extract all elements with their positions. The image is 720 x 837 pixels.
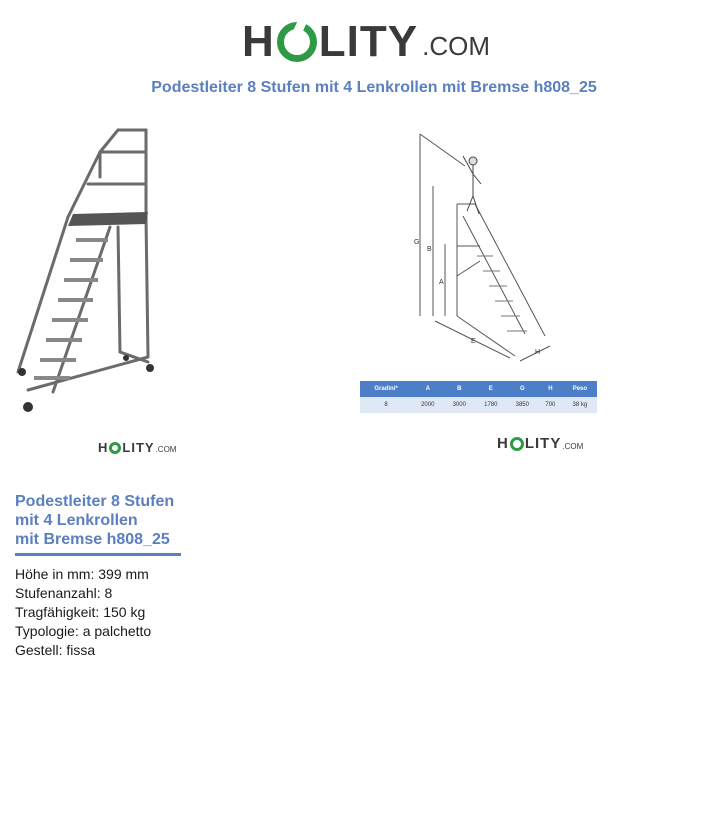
holity-logo[interactable]: [242, 10, 490, 66]
logo-suffix: LITY: [122, 440, 155, 455]
spec-header: A: [412, 381, 444, 397]
spec-cell: 2000: [412, 397, 444, 413]
page-title: Podestleiter 8 Stufen mit 4 Lenkrollen mit Bremse h808_25: [151, 79, 597, 96]
label-b: B: [427, 246, 432, 253]
holity-logo-small[interactable]: [98, 441, 176, 455]
logo-suffix: LITY: [318, 17, 419, 66]
logo-prefix: H: [98, 440, 109, 455]
spec-cell: 3000: [444, 397, 476, 413]
spec-item-steps: Stufenanzahl: 8: [15, 585, 113, 601]
spec-cell: 38 kg: [563, 397, 597, 413]
logo-prefix: H: [242, 17, 275, 66]
logo-com: .COM: [155, 445, 177, 454]
spec-cell: 1780: [475, 397, 507, 413]
product-title-line: Podestleiter 8 Stufen: [15, 493, 175, 510]
ladder-photo: [8, 122, 188, 422]
spec-list: [15, 565, 151, 660]
spec-header: Peso: [563, 381, 597, 397]
product-title: [15, 492, 181, 556]
ladder-diagram: [405, 126, 575, 371]
logo-prefix: H: [497, 435, 509, 452]
spec-cell: 3850: [507, 397, 539, 413]
spec-header: B: [444, 381, 476, 397]
table-row: [360, 397, 597, 413]
spec-item-frame: Gestell: fissa: [15, 642, 96, 658]
spec-cell: 700: [538, 397, 563, 413]
spec-item-capacity: Tragfähigkeit: 150 kg: [15, 604, 146, 620]
logo-o-icon: [510, 437, 524, 451]
logo-suffix: LITY: [524, 435, 562, 452]
spec-cell: 8: [360, 397, 412, 413]
product-title-line: mit Bremse h808_25: [15, 531, 170, 548]
spec-table: [360, 381, 597, 413]
logo-o-icon: [277, 22, 317, 62]
spec-header: G: [507, 381, 539, 397]
logo-com: .COM: [422, 31, 490, 61]
product-title-line: mit 4 Lenkrollen: [15, 512, 138, 529]
label-h: H: [535, 349, 541, 356]
spec-header: Gradini*: [360, 381, 412, 397]
holity-logo-small[interactable]: [497, 436, 583, 452]
label-g: G: [414, 239, 420, 246]
spec-table-header-row: [360, 381, 597, 397]
logo-o-icon: [109, 442, 121, 454]
spec-item-height: Höhe in mm: 399 mm: [15, 566, 149, 582]
label-a: A: [439, 279, 444, 286]
spec-header: H: [538, 381, 563, 397]
spec-header: E: [475, 381, 507, 397]
logo-com: .COM: [562, 442, 584, 451]
spec-item-type: Typologie: a palchetto: [15, 623, 152, 639]
label-e: E: [471, 338, 476, 345]
